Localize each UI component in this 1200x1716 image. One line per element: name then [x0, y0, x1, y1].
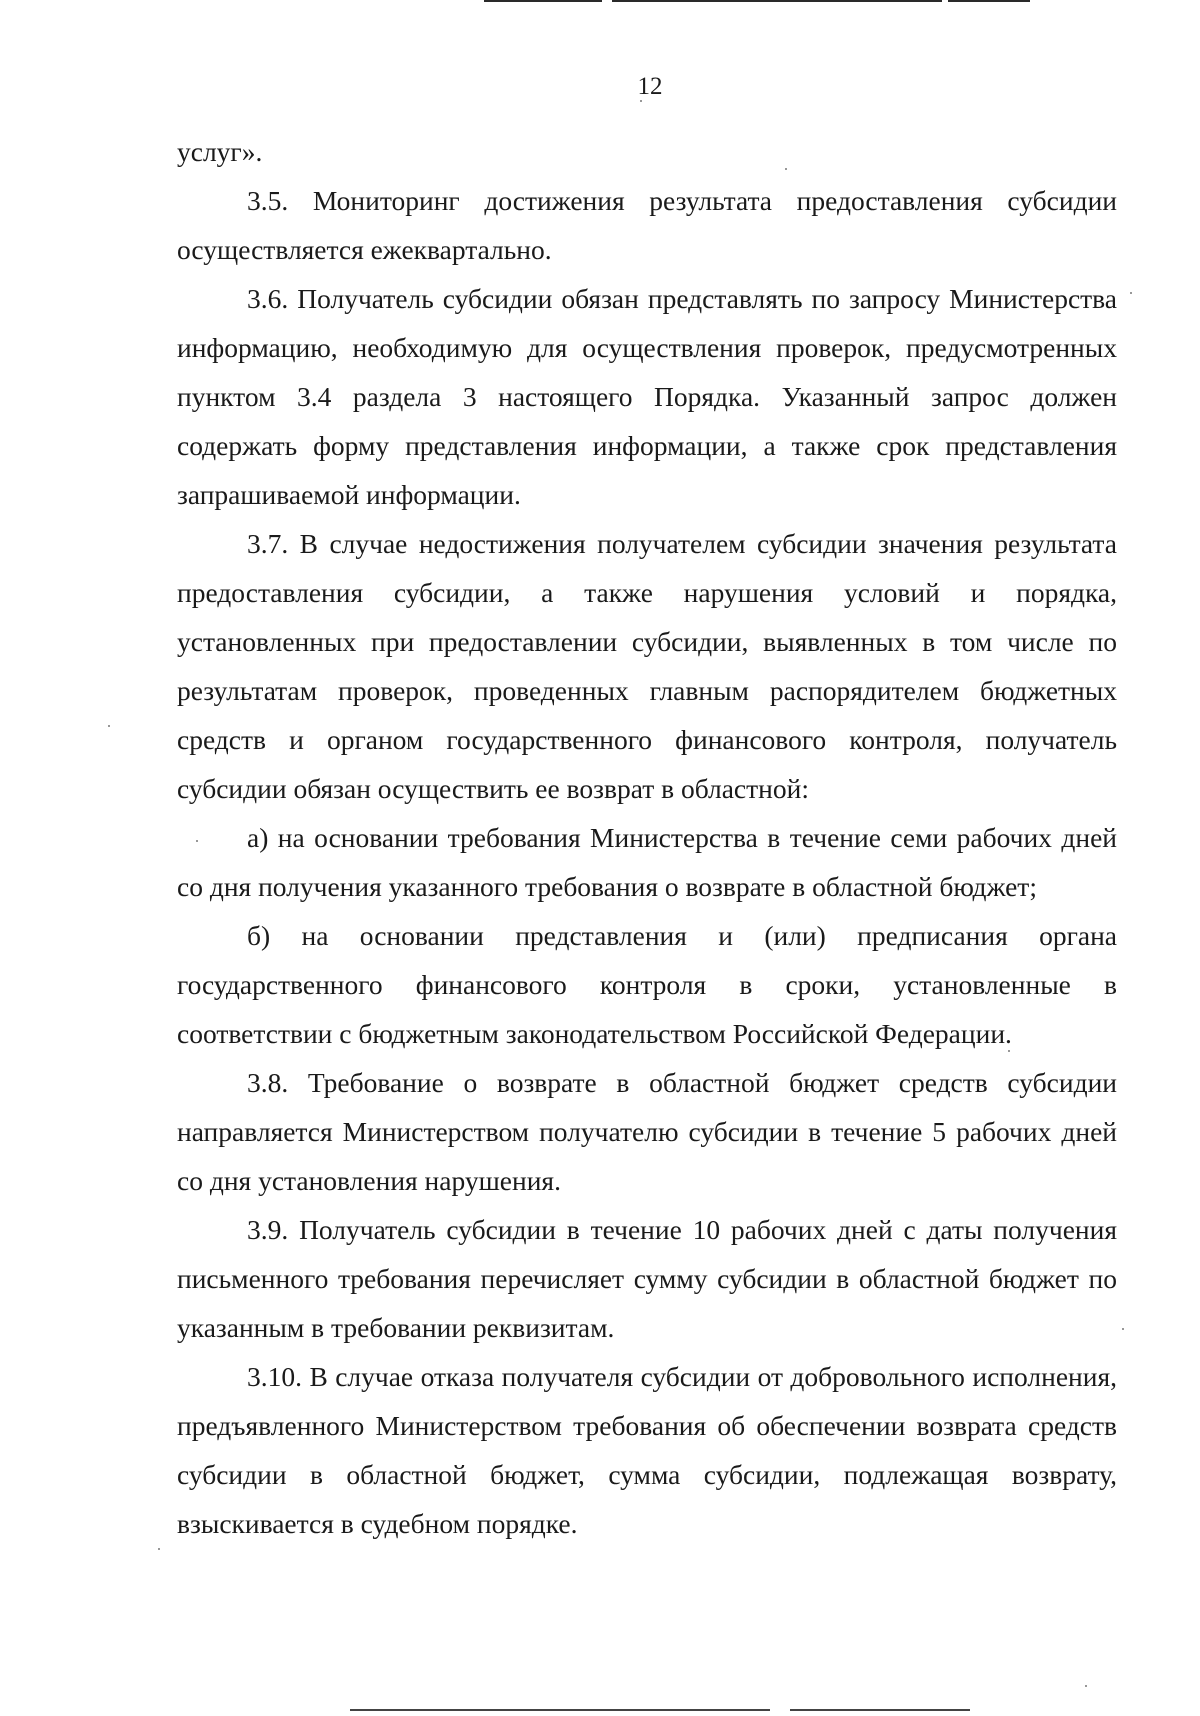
scan-speck: [1085, 1685, 1087, 1687]
scan-speck: [1008, 1050, 1010, 1052]
top-edge-line: [948, 0, 1030, 2]
paragraph-3-6: 3.6. Получатель субсидии обязан представлять по запросу Министерства информацию, необходимую для осуществления проверок, предусмотренных пунктом 3.4 раздела 3 настоящего Порядка. Указанный запрос должен содержать форму представления информации, а также срок представления запрашиваемой информации.: [177, 283, 1117, 510]
paragraph-3-8: 3.8. Требование о возврате в областной бюджет средств субсидии направляется Министерством получателю субсидии в течение 5 рабочих дней со дня установления нарушения.: [177, 1067, 1117, 1196]
paragraph-3-7-b: б) на основании представления и (или) предписания органа государственного финансового контроля в сроки, установленные в соответствии с бюджетным законодательством Российской Федерации.: [177, 920, 1117, 1049]
scan-speck: [108, 725, 110, 727]
top-edge-line: [612, 0, 942, 2]
paragraph-3-10: 3.10. В случае отказа получателя субсидии от добровольного исполнения, предъявленного Министерством требования об обеспечении возврата средств субсидии в областной бюджет, сумма субсидии, подлежащая возврату, взыскивается в судебном порядке.: [177, 1361, 1117, 1539]
paragraph-3-7: 3.7. В случае недостижения получателем субсидии значения результата предоставления субсидии, а также нарушения условий и порядка, установленных при предоставлении субсидии, выявленных в том числе по результатам проверок, проведенных главным распорядителем бюджетных средств и органом государственного финансового контроля, получатель субсидии обязан осуществить ее возврат в областной:: [177, 528, 1117, 804]
page-number: 12: [637, 73, 663, 100]
scan-speck: [640, 100, 642, 102]
document-body: [177, 127, 1117, 1548]
paragraph-continuation: услуг».: [177, 136, 263, 167]
scan-speck: [196, 840, 198, 842]
bottom-edge-line: [350, 1709, 770, 1711]
paragraph-3-5: 3.5. Мониторинг достижения результата предоставления субсидии осуществляется ежеквартально.: [177, 185, 1117, 265]
top-edge-line: [484, 0, 602, 2]
scan-speck: [1130, 292, 1132, 294]
scan-speck: [785, 168, 787, 170]
paragraph-3-9: 3.9. Получатель субсидии в течение 10 рабочих дней с даты получения письменного требования перечисляет сумму субсидии в областной бюджет по указанным в требовании реквизитам.: [177, 1214, 1117, 1343]
paragraph-3-7-a: а) на основании требования Министерства в течение семи рабочих дней со дня получения указанного требования о возврате в областной бюджет;: [177, 822, 1117, 902]
scan-speck: [158, 1548, 160, 1550]
scan-speck: [1122, 1328, 1124, 1330]
bottom-edge-line: [790, 1709, 970, 1711]
